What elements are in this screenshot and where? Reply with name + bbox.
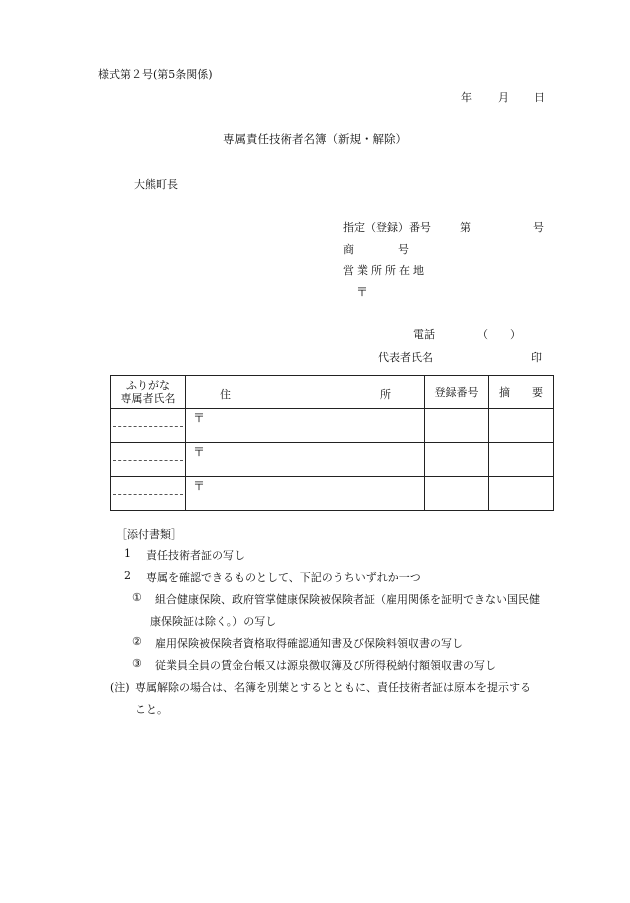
sub-item-number: ③ [132,657,142,670]
technician-roster-table [110,375,554,511]
attachments-heading: ［添付書類］ [116,528,182,541]
address-column-header [186,376,425,409]
representative-line [378,349,542,365]
date-day-label: 日 [534,91,545,104]
item-number: 1 [124,547,131,560]
furigana-divider [113,494,183,495]
form-number: 様式第２号(第5条関係) [98,68,213,81]
seal-mark: 印 [531,351,542,364]
table-row [111,477,554,511]
applicant-block [343,219,543,299]
table-header-row [111,376,554,409]
table-row [111,443,554,477]
phone-label: 電話 [413,328,435,341]
sub-item-text: 組合健康保険、政府管掌健康保険被保険者証（雇用関係を証明できない国民健 [155,593,540,606]
furigana-divider [113,460,183,461]
sub-item-number: ② [132,635,142,648]
designation-number-label: 指定（登録）番号 [343,221,431,234]
address-cell[interactable] [186,409,425,443]
addressee: 大熊町長 [134,178,178,191]
name-cell[interactable] [111,443,186,477]
sub-item-number: ① [132,591,142,604]
member-name-header: 専属者氏名 [120,392,176,405]
attachment-item-text: 専属を確認できるものとして、下記のうちいずれか一つ [146,571,421,584]
phone-line [413,326,521,342]
row-postal-mark: 〒 [193,479,206,493]
name-cell[interactable] [111,409,186,443]
sub-item-text-continued: 康保険証は除く。）の写し [150,615,277,628]
representative-label: 代表者氏名 [378,351,433,364]
registration-number-cell[interactable] [425,443,489,477]
sub-item-text: 雇用保険被保険者資格取得確認通知書及び保険料領収書の写し [155,637,463,650]
date-year-label: 年 [461,91,472,104]
note-label: (注) [110,681,130,694]
address-header-left: 住 [220,388,231,401]
registration-number-cell[interactable] [425,477,489,511]
note-text-continued: こと。 [135,703,168,716]
note-text: 専属解除の場合は、名簿を別葉とするとともに、責任技術者証は原本を提示する [135,681,531,694]
furigana-header: ふりがな [126,379,170,392]
row-postal-mark: 〒 [193,445,206,459]
remarks-cell[interactable] [489,443,554,477]
postal-mark: 〒 [356,285,369,299]
item-number: 2 [124,569,131,582]
remarks-cell[interactable] [489,477,554,511]
document-title: 専属責任技術者名簿（新規・解除） [223,132,407,146]
remarks-header: 摘 要 [489,376,554,409]
address-header-right: 所 [380,388,391,401]
address-cell[interactable] [186,477,425,511]
designation-go: 号 [533,221,544,234]
designation-dai: 第 [460,221,471,234]
trade-name-label: 商 号 [343,243,409,256]
remarks-cell[interactable] [489,409,554,443]
furigana-divider [113,426,183,427]
table-row [111,409,554,443]
address-cell[interactable] [186,443,425,477]
registration-number-cell[interactable] [425,409,489,443]
name-column-header [111,376,186,409]
row-postal-mark: 〒 [193,411,206,425]
office-location-label: 営業所所在地 [343,264,427,277]
date-month-label: 月 [498,91,509,104]
name-cell[interactable] [111,477,186,511]
attachment-item-text: 責任技術者証の写し [146,549,245,562]
sub-item-text: 従業員全員の賃金台帳又は源泉徴収簿及び所得税納付額領収書の写し [155,659,496,672]
phone-area-paren: （ ） [477,328,521,341]
registration-number-header: 登録番号 [425,376,489,409]
